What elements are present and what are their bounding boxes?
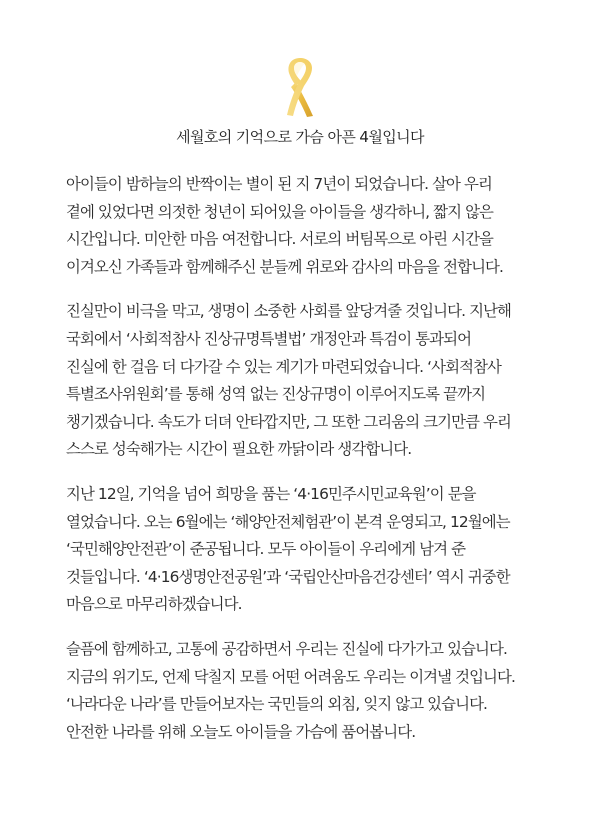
message-body	[66, 171, 544, 763]
text-line: 진실에 한 걸음 더 다가갈 수 있는 계기가 마련되었습니다. ‘사회적참사	[66, 357, 502, 376]
paragraph-3	[66, 481, 544, 619]
text-line: ‘나라다운 나라’를 만들어보자는 국민들의 외침, 잊지 않고 있습니다.	[66, 695, 488, 714]
text-line: 지난 12일, 기억을 넘어 희망을 품는 ‘4·16민주시민교육원’이 문을	[66, 484, 476, 503]
text-line: 특별조사위원회’를 통해 성역 없는 진상규명이 이루어지도록 끝까지	[66, 385, 486, 404]
text-line: 아이들이 밤하늘의 반짝이는 별이 된 지 7년이 되었습니다. 살아 우리	[66, 175, 492, 193]
text-line: 진실만이 비극을 막고, 생명이 소중한 사회를 앞당겨줄 것입니다. 지난해	[66, 302, 511, 321]
text-line: ‘국민해양안전관’이 준공됩니다. 모두 아이들이 우리에게 남겨 준	[66, 540, 466, 559]
text-line: 이겨오신 가족들과 함께해주신 분들께 위로와 감사의 마음을 전합니다.	[66, 257, 503, 276]
paragraph-4	[66, 636, 544, 746]
text-line: 안전한 나라를 위해 오늘도 아이들을 가슴에 품어봅니다.	[66, 722, 416, 741]
text-line: 슬픔에 함께하고, 고통에 공감하면서 우리는 진실에 다가가고 있습니다.	[66, 639, 507, 658]
yellow-ribbon-icon	[282, 56, 318, 118]
text-line: 챙기겠습니다. 속도가 더뎌 안타깝지만, 그 또한 그리움의 크기만큼 우리	[66, 412, 511, 431]
text-line: 마음으로 마무리하겠습니다.	[66, 595, 242, 614]
text-line: 것들입니다. ‘4·16생명안전공원’과 ‘국립안산마음건강센터’ 역시 귀중한	[66, 567, 510, 586]
text-line: 스스로 성숙해가는 시간이 필요한 까닭이라 생각합니다.	[66, 440, 412, 459]
document-title: 세월호의 기억으로 가슴 아픈 4월입니다	[176, 128, 424, 146]
paragraph-2	[66, 298, 544, 464]
text-line: 곁에 있었다면 의젓한 청년이 되어있을 아이들을 생각하니, 짧지 않은	[66, 202, 494, 221]
text-line: 지금의 위기도, 언제 닥칠지 모를 어떤 어려움도 우리는 이겨낼 것입니다.	[66, 667, 515, 686]
text-line: 국회에서 ‘사회적참사 진상규명특별법’ 개정안과 특검이 통과되어	[66, 329, 472, 348]
text-line: 시간입니다. 미안한 마음 여전합니다. 서로의 버팀목으로 아린 시간을	[66, 230, 494, 249]
paragraph-1	[66, 171, 544, 281]
text-line: 열었습니다. 오는 6월에는 ‘해양안전체험관’이 본격 운영되고, 12월에는	[66, 512, 510, 531]
